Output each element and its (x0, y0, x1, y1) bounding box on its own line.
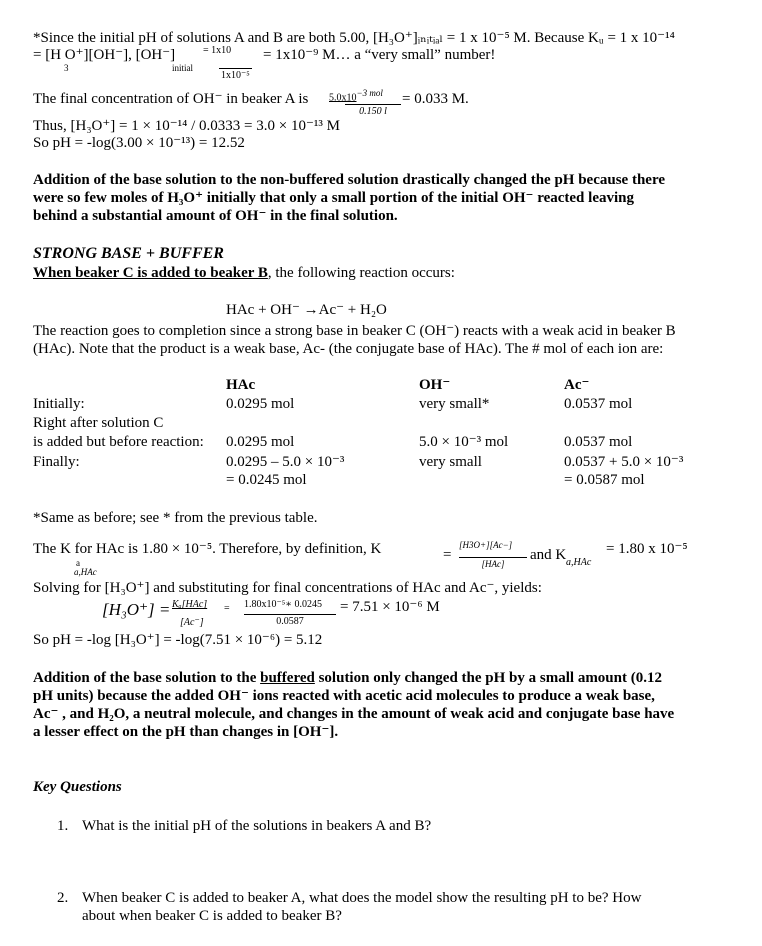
ka-line: The K for HAc is 1.80 × 10⁻⁵. Therefore, by definition, K (33, 541, 382, 557)
values-numerator: 1.80x10⁻⁵∗ 0.0245 (244, 599, 323, 610)
row-label-finally: Finally: (33, 454, 80, 470)
question-2-line-2: about when beaker C is added to beaker B? (82, 908, 342, 924)
row-label-before-reaction: is added but before reaction: (33, 434, 204, 450)
h3o-result: = 7.51 × 10⁻⁶ M (340, 599, 440, 615)
oh-initial: very small* (419, 396, 490, 412)
summary-b-line-1: Addition of the base solution to the buffered solution only changed the pH by a small amount (0.12 (33, 670, 662, 686)
ka-and-subscript: a,HAc (566, 557, 592, 568)
formula-denominator: [Ac⁻] (180, 617, 204, 628)
col-header-hac: HAc (226, 377, 256, 393)
calc-line-1: *Since the initial pH of solutions A and B are both 5.00, [H₃O⁺]ᵢₙᵢₜᵢₐₗ = 1 x 10⁻⁵ M. Because Kᵤ = 1 x 10⁻¹⁴ (33, 30, 675, 46)
oh-final: very small (419, 454, 482, 470)
calc-line-2b: = 1x10⁻⁹ M… a “very small” number! (263, 47, 496, 63)
values-denominator: 0.0587 (244, 614, 336, 628)
calc-line-2: = [H O⁺][OH⁻], [OH⁻] (33, 47, 176, 63)
conc-numerator: $5.0x10^{-3 mol}$ (329, 88, 383, 104)
hac-before: 0.0295 mol (226, 434, 295, 450)
calc-subscript-3: 3 (64, 63, 69, 73)
question-2-line-1: When beaker C is added to beaker A, what does the model show the resulting pH to be? How (82, 890, 642, 906)
explain-line-2: (HAc). Note that the product is a weak base, Ac- (the conjugate base of HAc). The # mol of each ion are: (33, 341, 664, 357)
key-questions-heading: Key Questions (33, 779, 122, 795)
explain-line-1: The reaction goes to completion since a strong base in beaker C (OH⁻) reacts with a weak acid in beaker B (33, 323, 676, 339)
col-header-ac: Ac⁻ (564, 377, 590, 393)
ka-frac-denominator: [HAc] (459, 557, 527, 569)
summary-a-line-3: behind a substantial amount of OH⁻ in the final solution. (33, 208, 398, 224)
ka-value: = 1.80 x 10⁻⁵ (606, 541, 688, 557)
ac-initial: 0.0537 mol (564, 396, 633, 412)
h3o-lhs: [H₃O⁺] = (102, 600, 171, 619)
ka-subscript-ahac: a,HAc (74, 567, 97, 577)
ka-and: and K (530, 547, 567, 563)
table-footnote: *Same as before; see * from the previous table. (33, 510, 318, 526)
hac-final: 0.0295 – 5.0 × 10⁻³ (226, 454, 345, 470)
summary-b-line-2: pH units) because the added OH⁻ ions reacted with acetic acid molecules to produce a weak base, (33, 688, 655, 704)
oh-before: 5.0 × 10⁻³ mol (419, 434, 509, 450)
formula-equals: = (224, 603, 230, 614)
calc-frac-denominator: 1x10⁻⁵ (221, 70, 250, 81)
summary-b-line-4: a lesser effect on the pH than changes in [OH⁻]. (33, 724, 339, 740)
summary-b-line-3: Ac⁻ , and H₂O, a neutral molecule, and changes in the amount of weak acid and conjugate base have (33, 706, 675, 722)
question-1-number: 1. (57, 818, 69, 834)
calc-line-3b: = 0.033 M. (402, 91, 469, 107)
ka-subscript-a: a (76, 558, 80, 568)
calc-line-3: The final concentration of OH⁻ in beaker A is (33, 91, 309, 107)
hac-final-result: = 0.0245 mol (226, 472, 307, 488)
ac-final-result: = 0.0587 mol (564, 472, 645, 488)
conc-denominator: 0.150 l (345, 104, 401, 118)
ph-result: So pH = -log [H₃O⁺] = -log(7.51 × 10⁻⁶) = 5.12 (33, 632, 323, 648)
calc-line-4: Thus, [H₃O⁺] = 1 × 10⁻¹⁴ / 0.0333 = 3.0 × 10⁻¹³ M (33, 118, 340, 134)
section-intro: When beaker C is added to beaker B, the following reaction occurs: (33, 265, 455, 281)
row-label-right-after: Right after solution C (33, 415, 164, 431)
reaction-equation: HAc + OH⁻ →Ac⁻ + H₂O (226, 302, 387, 318)
ka-frac-numerator: [H3O+][Ac−] (459, 540, 513, 550)
section-heading: STRONG BASE + BUFFER (33, 245, 224, 262)
calc-subscript-initial: initial (172, 63, 193, 73)
hac-initial: 0.0295 mol (226, 396, 295, 412)
question-1: What is the initial pH of the solutions in beakers A and B? (82, 818, 432, 834)
formula-numerator: Kₐ[HAc] (172, 599, 208, 610)
row-label-initially: Initially: (33, 396, 85, 412)
solving-line: Solving for [H₃O⁺] and substituting for final concentrations of HAc and Ac⁻, yields: (33, 580, 542, 596)
ac-before: 0.0537 mol (564, 434, 633, 450)
ac-final: 0.0537 + 5.0 × 10⁻³ (564, 454, 684, 470)
summary-a-line-1: Addition of the base solution to the non-buffered solution drastically changed the pH because there (33, 172, 665, 188)
summary-a-line-2: were so few moles of H₃O⁺ initially that only a small portion of the initial OH⁻ reacted leaving (33, 190, 634, 206)
col-header-oh: OH⁻ (419, 377, 451, 393)
calc-line-5: So pH = -log(3.00 × 10⁻¹³) = 12.52 (33, 135, 245, 151)
calc-frac-numerator: = 1x10 (203, 45, 232, 56)
ka-equals: = (443, 547, 452, 563)
question-2-number: 2. (57, 890, 69, 906)
